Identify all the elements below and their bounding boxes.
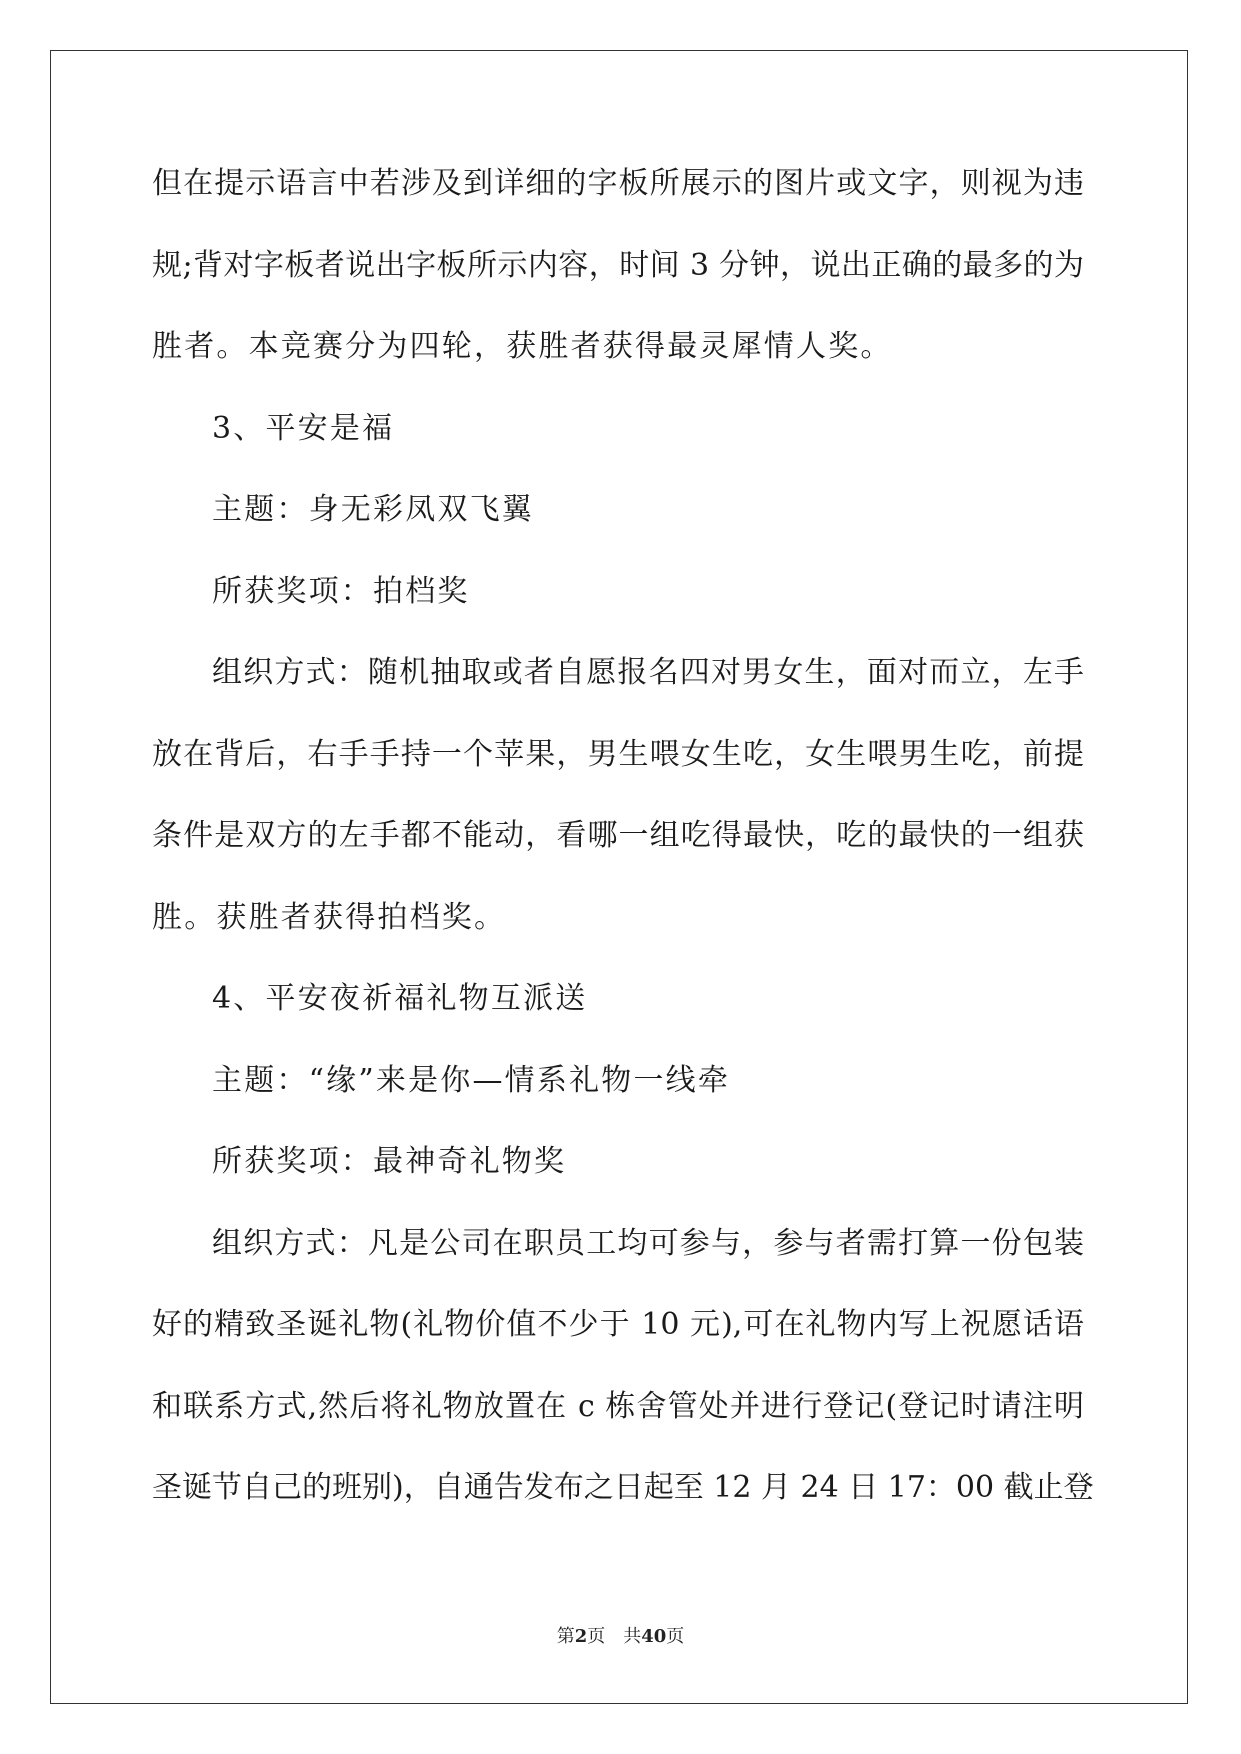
section-heading-3: 3、平安是福 (212, 410, 395, 446)
body-line-16: 和联系方式,然后将礼物放置在 c 栋舍管处并进行登记(登记时请注明 (152, 1388, 1084, 1424)
award-line-3: 所获奖项：拍档奖 (212, 573, 470, 609)
body-line-3: 胜者。本竞赛分为四轮，获胜者获得最灵犀情人奖。 (152, 329, 893, 364)
footer-total-pages: 40 (641, 1626, 667, 1647)
footer-page-number: 2 (574, 1626, 588, 1647)
body-line-10: 胜。获胜者获得拍档奖。 (152, 899, 507, 935)
body-line-2: 规;背对字板者说出字板所示内容，时间 3 分钟，说出正确的最多的为 (152, 247, 1084, 283)
theme-line-3: 主题：身无彩凤双飞翼 (212, 492, 534, 527)
body-line-15: 好的精致圣诞礼物(礼物价值不少于 10 元),可在礼物内写上祝愿话语 (152, 1307, 1084, 1342)
footer-page-suffix: 页 (587, 1626, 606, 1647)
page-footer (0, 1626, 1241, 1648)
body-line-1: 但在提示语言中若涉及到详细的字板所展示的图片或文字，则视为违 (152, 166, 1084, 201)
method-line-4-start: 组织方式：凡是公司在职员工均可参与，参与者需打算一份包装 (212, 1225, 1084, 1261)
footer-total-suffix: 页 (666, 1626, 685, 1647)
footer-page-prefix: 第 (556, 1626, 575, 1647)
body-line-9: 条件是双方的左手都不能动，看哪一组吃得最快，吃的最快的一组获 (152, 818, 1084, 853)
section-heading-4: 4、平安夜祈福礼物互派送 (212, 981, 588, 1016)
theme-line-4: 主题：“缘”来是你—情系礼物一线牵 (212, 1062, 731, 1098)
award-line-4: 所获奖项：最神奇礼物奖 (212, 1144, 567, 1179)
method-line-3-start: 组织方式：随机抽取或者自愿报名四对男女生，面对而立，左手 (212, 655, 1084, 690)
body-line-17: 圣诞节自己的班别)，自通告发布之日起至 12 月 24 日 17：00 截止登 (152, 1470, 1094, 1505)
body-line-8: 放在背后，右手手持一个苹果，男生喂女生吃，女生喂男生吃，前提 (152, 736, 1084, 772)
document-body (152, 164, 1094, 1550)
footer-total-prefix: 共 (623, 1626, 642, 1647)
